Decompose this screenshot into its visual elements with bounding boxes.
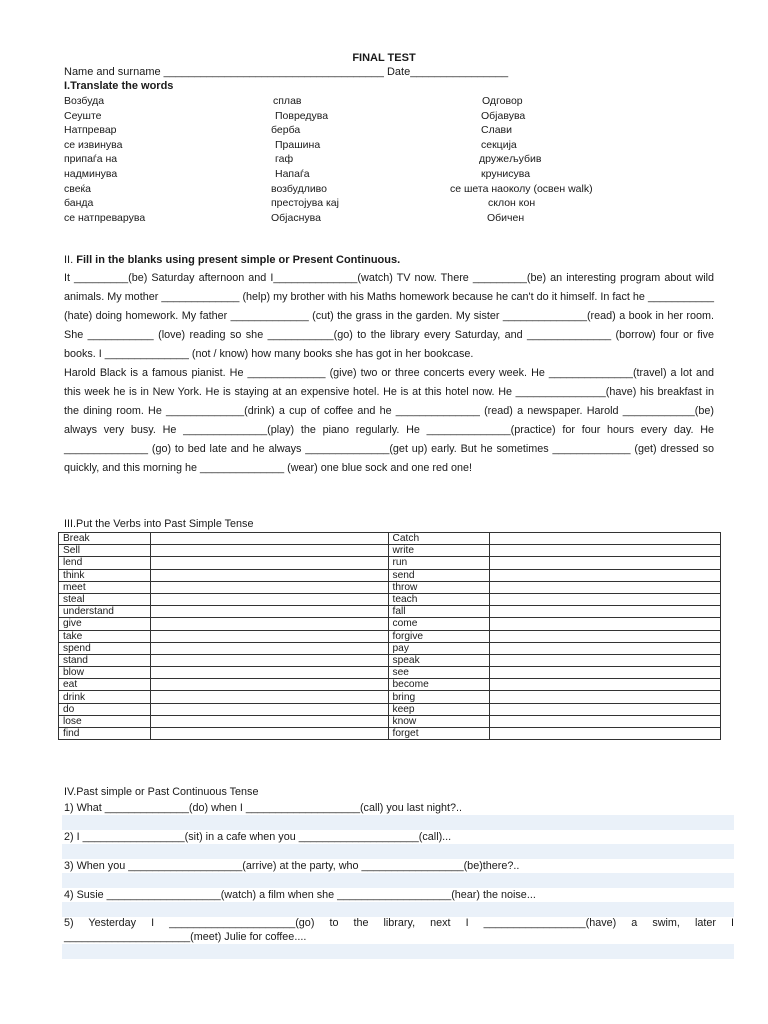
verb-base-right: send (388, 569, 490, 581)
verb-row (59, 533, 721, 545)
word: возбудливо (271, 182, 327, 195)
question-4: 4) Susie ___________________(watch) a film when she ___________________(hear) the noise... (64, 889, 536, 901)
verb-answer-cell (150, 667, 388, 679)
section2-number: II. (64, 254, 77, 266)
verb-row (59, 715, 721, 727)
word: Возбуда (64, 95, 105, 107)
word: се извинува (64, 138, 123, 151)
word: гаф (275, 153, 294, 166)
word: Објаснува (271, 211, 321, 224)
verb-answer-cell (150, 691, 388, 703)
word: склон кон (488, 197, 536, 210)
page-title: FINAL TEST (352, 52, 416, 64)
answer-band (62, 873, 734, 888)
verb-base-left: meet (59, 581, 151, 593)
section1-heading: I.Translate the words (64, 80, 174, 92)
verb-answer-cell (490, 642, 721, 654)
paragraph-harold: Harold Black is a famous pianist. He _____________ (give) two or three concerts every week. He ______________(travel) a lot and this week he is in New York. He is staying at an expensive hotel. He is at this hotel now. He _______________(have) his breakfast in the dining room. He _____________(drink) a cup of coffee and he ______________ (read) a newspaper. Harold ____________(be) always very busy. He ______________(play) the piano regularly. He ______________(practice) for four hours every day. He ______________ (go) to bed late and he always ______________(get up) early. But he sometimes _____________ (get) dressed so quickly, and this morning he ______________ (wear) one blue sock and one red one! (64, 367, 714, 474)
answer-band (62, 902, 734, 917)
translate-column-1 (64, 94, 145, 225)
verb-answer-cell (150, 630, 388, 642)
verb-answer-cell (150, 606, 388, 618)
word: Сеуште (64, 109, 102, 122)
word: Повредува (275, 109, 329, 122)
verb-row (59, 654, 721, 666)
verb-answer-cell (150, 679, 388, 691)
verb-answer-cell (150, 557, 388, 569)
verb-answer-cell (490, 630, 721, 642)
word: дружељубив (479, 153, 542, 166)
section4-heading: IV.Past simple or Past Continuous Tense (64, 786, 259, 798)
word: Одговор (482, 95, 523, 107)
verb-row (59, 630, 721, 642)
verb-base-right: forget (388, 728, 490, 740)
verb-answer-cell (490, 533, 721, 545)
word: сплав (273, 95, 302, 107)
section2-text (64, 269, 714, 478)
verb-base-right: write (388, 545, 490, 557)
verb-answer-cell (490, 618, 721, 630)
verb-answer-cell (150, 581, 388, 593)
verb-base-left: eat (59, 679, 151, 691)
verb-row (59, 667, 721, 679)
verb-base-right: speak (388, 654, 490, 666)
verb-base-right: know (388, 715, 490, 727)
section2-title: Fill in the blanks using present simple or Present Continuous. (76, 254, 401, 266)
word: крунисува (481, 167, 531, 180)
verb-base-right: run (388, 557, 490, 569)
verb-base-right: throw (388, 581, 490, 593)
word: берба (271, 124, 301, 137)
verb-base-left: Sell (59, 545, 151, 557)
verb-answer-cell (150, 703, 388, 715)
word: Слави (481, 124, 512, 137)
verb-base-left: do (59, 703, 151, 715)
word: Напаѓа (275, 167, 310, 180)
verb-answer-cell (150, 715, 388, 727)
question-5: 5) Yesterday I _____________________(go) to the library, next I _________________(have) a swim, later I _____________________(meet) Julie for coffee.... (64, 917, 734, 943)
verb-answer-cell (150, 654, 388, 666)
verb-row (59, 545, 721, 557)
verb-answer-cell (150, 545, 388, 557)
word: се шета наоколу (освен walk) (450, 182, 593, 195)
word: банда (64, 197, 94, 210)
verb-base-left: give (59, 618, 151, 630)
verb-row (59, 593, 721, 605)
verb-base-left: think (59, 569, 151, 581)
question-1: 1) What ______________(do) when I ___________________(call) you last night?.. (64, 802, 462, 814)
answer-band (62, 944, 734, 959)
paragraph-family: It _________(be) Saturday afternoon and I______________(watch) TV now. There _________(be) an interesting program about wild animals. My mother _____________ (help) my brother with his Maths homework because he can't do it himself. In fact he ___________ (hate) doing homework. My father _____________ (cut) the grass in the garden. My sister ______________(read) a book in her room. She ___________ (love) reading so she ___________(go) to the library every Saturday, and ______________ (borrow) four or five books. I ______________ (not / know) how many books she has got in her bookcase. (64, 272, 714, 360)
verb-answer-cell (150, 593, 388, 605)
verb-row (59, 581, 721, 593)
word: припаѓа на (64, 153, 118, 166)
verb-base-right: forgive (388, 630, 490, 642)
section2-heading (64, 254, 400, 266)
verb-answer-cell (490, 569, 721, 581)
verbs-table (58, 532, 721, 740)
section3-heading: III.Put the Verbs into Past Simple Tense (64, 518, 254, 530)
verb-answer-cell (490, 728, 721, 740)
word: престојува кај (271, 197, 339, 210)
verb-base-right: Catch (388, 533, 490, 545)
verb-answer-cell (490, 715, 721, 727)
verb-row (59, 679, 721, 691)
verb-base-right: become (388, 679, 490, 691)
verb-row (59, 703, 721, 715)
verb-row (59, 606, 721, 618)
verb-base-left: take (59, 630, 151, 642)
answer-band (62, 844, 734, 859)
word: Објавува (481, 109, 526, 122)
verb-answer-cell (490, 593, 721, 605)
verb-base-left: blow (59, 667, 151, 679)
verb-answer-cell (150, 618, 388, 630)
verb-base-left: understand (59, 606, 151, 618)
verb-base-left: stand (59, 654, 151, 666)
verb-base-left: lend (59, 557, 151, 569)
question-2: 2) I _________________(sit) in a cafe when you ____________________(call)... (64, 831, 452, 843)
answer-band (62, 815, 734, 830)
translate-column-2 (271, 94, 339, 225)
word: секција (481, 138, 517, 151)
verb-answer-cell (490, 581, 721, 593)
verb-answer-cell (150, 569, 388, 581)
verb-answer-cell (490, 654, 721, 666)
question-3: 3) When you ___________________(arrive) at the party, who _________________(be)there?.. (64, 860, 520, 872)
verb-row (59, 569, 721, 581)
word: се натпреварува (64, 211, 146, 224)
verb-base-left: spend (59, 642, 151, 654)
verb-answer-cell (490, 667, 721, 679)
verb-base-right: bring (388, 691, 490, 703)
verb-base-right: teach (388, 593, 490, 605)
verb-answer-cell (490, 691, 721, 703)
verb-row (59, 618, 721, 630)
verb-answer-cell (490, 545, 721, 557)
verb-base-right: see (388, 667, 490, 679)
verb-row (59, 691, 721, 703)
verb-answer-cell (490, 606, 721, 618)
verb-answer-cell (150, 728, 388, 740)
word: Прашина (275, 138, 321, 151)
word: свеќа (64, 182, 91, 195)
verb-base-left: steal (59, 593, 151, 605)
verb-base-right: come (388, 618, 490, 630)
verb-answer-cell (490, 679, 721, 691)
verb-row (59, 728, 721, 740)
verb-answer-cell (490, 557, 721, 569)
verb-base-left: find (59, 728, 151, 740)
verb-base-left: lose (59, 715, 151, 727)
verb-answer-cell (150, 642, 388, 654)
word: Натпревар (64, 124, 117, 137)
verb-base-right: pay (388, 642, 490, 654)
verb-base-right: keep (388, 703, 490, 715)
verb-row (59, 642, 721, 654)
verb-answer-cell (490, 703, 721, 715)
translate-column-3 (450, 94, 593, 225)
verb-row (59, 557, 721, 569)
verb-base-left: drink (59, 691, 151, 703)
verb-base-right: fall (388, 606, 490, 618)
verb-answer-cell (150, 533, 388, 545)
word: надминува (64, 167, 118, 180)
verb-base-left: Break (59, 533, 151, 545)
word: Обичен (487, 211, 525, 224)
name-date-line: Name and surname ____________________________________ Date________________ (64, 66, 509, 78)
